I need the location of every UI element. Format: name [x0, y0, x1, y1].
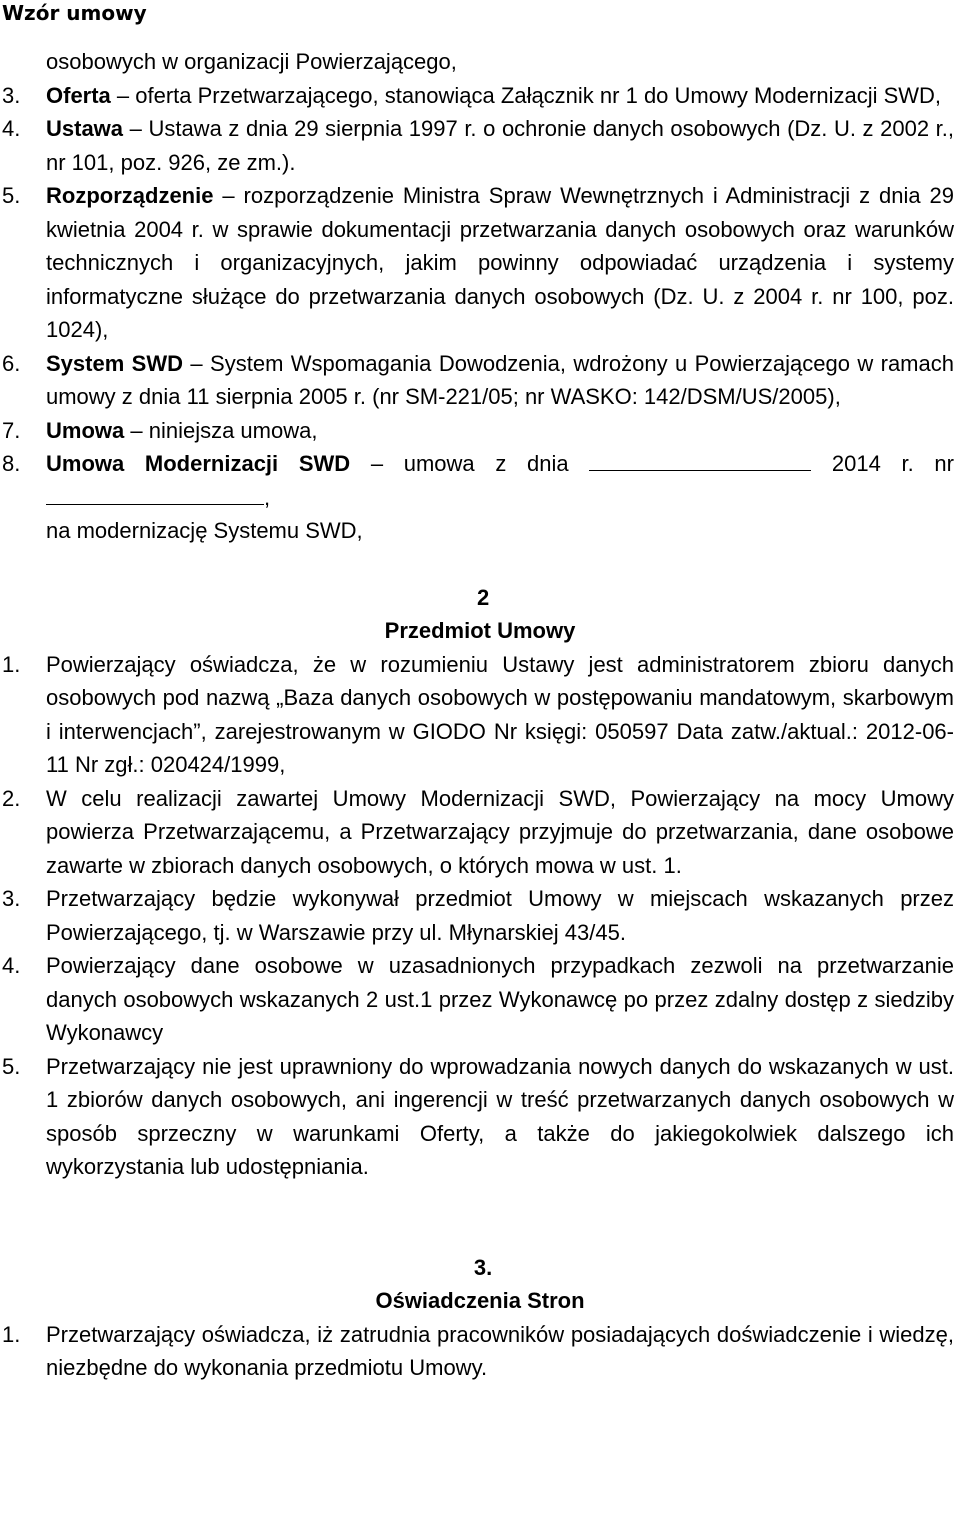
definition-item-8	[0, 447, 960, 481]
definition-term: Oferta	[46, 82, 111, 108]
definition-continuation	[0, 45, 960, 79]
item-number: 3.	[2, 886, 21, 911]
item-text: Przetwarzający będzie wykonywał przedmiot Umowy w miejscach wskazanych przez Powierzającego, tj. w Warszawie przy ul. Młynarskiej 43/45.	[46, 886, 954, 945]
item-number: 7.	[2, 417, 21, 443]
definition-text: 2014 r. nr	[811, 451, 954, 476]
section-2-heading	[0, 581, 960, 648]
item-number: 3.	[2, 82, 21, 108]
blank-date-field	[589, 450, 811, 471]
item-number: 1.	[2, 651, 21, 677]
definition-item-8-cont	[0, 481, 960, 548]
definition-term: Umowa	[46, 417, 125, 443]
definition-item-6	[0, 347, 960, 414]
item-number: 5.	[2, 1053, 21, 1079]
section-2-item-5	[0, 1050, 960, 1184]
item-number: 1.	[2, 1321, 21, 1347]
definition-item-3	[0, 79, 960, 113]
definition-term: Umowa Modernizacji SWD	[46, 451, 351, 476]
section-number: 2	[476, 584, 490, 610]
item-text: Przetwarzający nie jest uprawniony do wprowadzania nowych danych do wskazanych w ust. 1 zbiorów danych osobowych, ani ingerencji w treść przetwarzanych danych osobowych w sposób sprzeczny w warunkami Oferty, a także do jakiegokolwiek dalszego ich wykorzystania lub udostępniania.	[46, 1053, 954, 1179]
item-text: Przetwarzający oświadcza, iż zatrudnia pracowników posiadających doświadczenie i wiedzę, niezbędne do wykonania przedmiotu Umowy.	[46, 1321, 954, 1380]
item-number: 4.	[2, 953, 21, 978]
item-text: Powierzający dane osobowe w uzasadnionych przypadkach zezwoli na przetwarzanie danych osobowych wskazanych	[46, 953, 954, 1012]
section-3-item-1	[0, 1318, 960, 1385]
definition-item-5	[0, 179, 960, 347]
item-number: 2.	[2, 785, 21, 811]
definition-term: Rozporządzenie	[46, 183, 214, 208]
definition-item-7	[0, 414, 960, 448]
item-number: 8.	[2, 451, 21, 476]
item-text: 2 ust.1 przez Wykonawcę po przez zdalny dostęp z siedziby Wykonawcy	[46, 986, 954, 1045]
section-title: Oświadczenia Stron	[375, 1288, 585, 1313]
item-text: W celu realizacji zawartej Umowy Modernizacji SWD, Powierzający na mocy Umowy powierza Przetwarzającemu, a Przetwarzający przyjmuje do przetwarzania, dane osobowe zawarte w zbiorach danych osobowych, o których mowa w ust. 1.	[46, 785, 954, 878]
section-2-item-3	[0, 882, 960, 949]
definition-text: – oferta Przetwarzającego, stanowiąca Załącznik nr 1 do Umowy Modernizacji SWD,	[110, 82, 942, 108]
section-3-heading	[0, 1251, 960, 1318]
definition-text: – niniejsza umowa,	[124, 417, 318, 443]
definition-text: – rozporządzenie Ministra Spraw Wewnętrznych i Administracji z dnia 29 kwietnia 2004 r. w sprawie dokumentacji przetwarzania danych osobowych oraz warunków technicznych i organizacyjnych, jakim powinny odpowiadać urządzenia i systemy informatyczne służące do przetwarzania danych osobowych (Dz. U. z 2004 r. nr 100, poz. 1024),	[46, 183, 954, 342]
section-2-item-4	[0, 949, 960, 1050]
item-number: 4.	[2, 116, 21, 141]
section-2-item-1	[0, 648, 960, 782]
definition-text: – umowa z dnia	[350, 451, 569, 476]
definition-text: – System Wspomagania Dowodzenia, wdrożony u Powierzającego w ramach umowy z dnia 11 sierpnia 2005 r. (nr SM-221/05; nr WASKO: 142/DSM/US/2005),	[46, 350, 954, 409]
section-title: Przedmiot Umowy	[384, 618, 576, 643]
definition-text: ,	[264, 484, 271, 510]
item-number: 6.	[2, 350, 21, 376]
continuation-text: osobowych w organizacji Powierzającego,	[46, 49, 457, 74]
document-body	[0, 45, 960, 1385]
section-2-item-2	[0, 782, 960, 883]
blank-number-field	[46, 484, 264, 505]
definition-term: Ustawa	[46, 116, 124, 141]
section-number: 3.	[473, 1254, 493, 1280]
definition-text: – Ustawa z dnia 29 sierpnia 1997 r. o ochronie danych osobowych (Dz. U. z 2002 r., nr 101, poz. 926, ze zm.).	[46, 116, 954, 175]
item-number: 5.	[2, 183, 21, 208]
item-text: Powierzający oświadcza, że w rozumieniu Ustawy jest administratorem zbioru danych osobowych pod nazwą „Baza danych osobowych w postępowaniu mandatowym, skarbowym i interwencjach”, zarejestrowanym w GIODO Nr księgi: 050597 Data zatw./aktual.: 2012-06-11 Nr zgł.: 020424/1999,	[46, 651, 954, 777]
definition-item-4	[0, 112, 960, 179]
definition-term: System SWD	[46, 350, 183, 376]
page-header: Wzór umowy	[2, 1, 147, 25]
definition-text: na modernizację Systemu SWD,	[46, 518, 363, 543]
